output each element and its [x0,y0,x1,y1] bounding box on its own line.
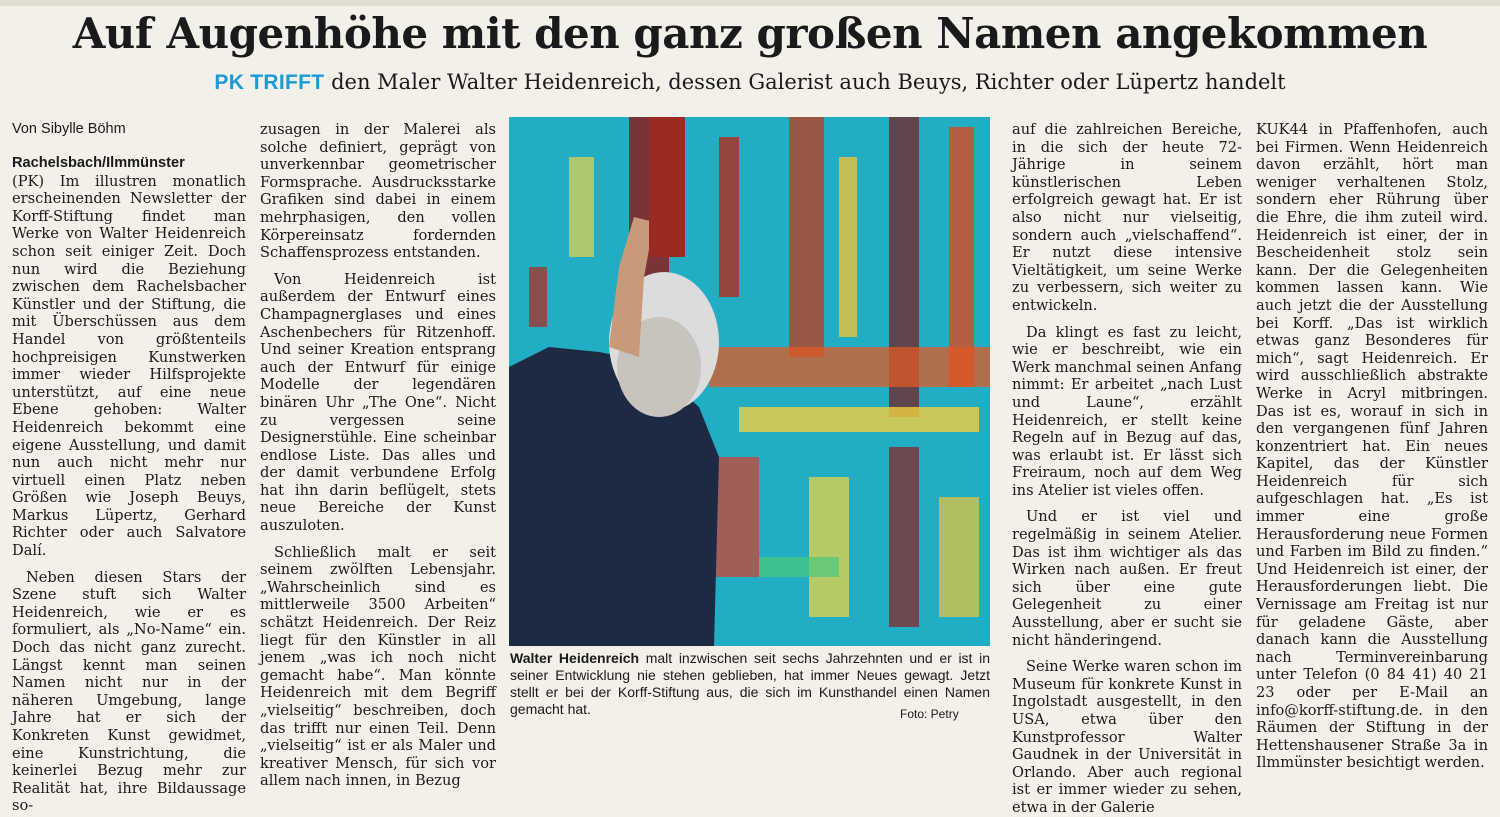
paragraph: Seine Werke waren schon im Museum für konkrete Kunst in Ingolstadt ausgestellt, in den USA, etwa über den Kunstprofessor Walter Gaudnek in der Universität in Orlando. Aber auch regional ist er immer wieder zu sehen, etwa in der Galerie [1012,658,1242,816]
photo-credit: Foto: Petry [900,707,959,721]
subheadline-text: den Maler Walter Heidenreich, dessen Galerist auch Beuys, Richter oder Lüpertz handelt [324,70,1286,94]
article-column-1 [12,155,246,815]
paragraph: KUK44 in Pfaffenhofen, auch bei Firmen. Wenn Heidenreich davon erzählt, hört man weniger verhaltenen Stolz, sondern eher Rührung über die Ehre, die ihm zuteil wird. Heidenreich ist einer, der in Bescheidenheit stolz sein kann. Der die Gelegenheiten kommen lassen kann. Wie auch jetzt die der Ausstellung bei Korff. „Das ist wirklich etwas ganz Besonderes für mich“, sagt Heidenreich. Er wird ausschließlich abstrakte Werke in Acryl mitbringen. Das ist es, worauf in sich in den vergangenen fünf Jahren konzentriert hat. Ein neues Kapitel, das der Künstler Heidenreich für sich aufgeschlagen hat. „Es ist immer eine große Herausforderung neue Formen und Farben im Bild zu finden.“ Und Heidenreich ist einer, der Herausforderungen liebt. Die Vernissage am Freitag ist nur für geladene Gäste, aber danach kann die Ausstellung nach Terminvereinbarung unter Telefon (0 84 41) 40 21 23 oder per E-Mail an info@korff-stiftung.de. in den Räumen der Stiftung in der Hettenshausener Straße 3a in Ilmmünster besichtigt werden. [1256,121,1488,772]
article-column-5 [1256,121,1488,772]
paragraph: Schließlich malt er seit seinem zwölften Lebensjahr. „Wahrscheinlich sind es mittlerweile 3500 Arbeiten“ schätzt Heidenreich. Der Reiz liegt für den Künstler in all jenem „was ich noch nicht gemacht habe“. Man könnte Heidenreich mit dem Begriff „vielseitig“ beschreiben, doch das trifft nur einen Teil. Denn „vielseitig“ ist er als Maler und kreativer Mensch, für sich vor allem nach innen, in Bezug [260,543,496,790]
caption-text: malt inzwischen seit sechs Jahrzehnten und er ist in seiner Entwicklung nie stehen geblieben, hat immer Neues gewagt. Jetzt stellt er bei der Korff-Stiftung aus, die sich im Kunsthandel einen Namen gemacht hat. [510,650,990,717]
painting-illustration [509,117,990,646]
paragraph: (PK) Im illustren monatlich erscheinenden Newsletter der Korff-Stiftung findet man Werke von Walter Heidenreich schon seit einiger Zeit. Doch nun wird die Beziehung zwischen dem Rachelsbacher Künstler und der Stiftung, die mit Überschüssen aus dem Handel von größtenteils hochpreisigen Kunstwerken immer wieder Hilfsprojekte unterstützt, auf eine neue Ebene gehoben: Walter Heidenreich bekommt eine eigene Ausstellung, und damit nun auch nicht mehr nur virtuell einen Platz neben Größen wie Joseph Beuys, Markus Lüpertz, Gerhard Richter oder auch Salvatore Dalí. [12,172,246,560]
headline: Auf Augenhöhe mit den ganz großen Namen angekommen [72,9,1428,58]
caption-name: Walter Heidenreich [510,650,640,666]
paragraph: zusagen in der Malerei als solche definiert, geprägt von unverkennbar geometrischer Formsprache. Ausdrucksstarke Grafiken sind dabei in einem mehrphasigen, den vollen Körpereinsatz fordernden Schaffensprozess entstanden. [260,121,496,262]
article-column-2 [260,121,496,790]
dateline: Rachelsbach/Ilmmünster [12,155,185,171]
byline: Von Sibylle Böhm [12,121,126,137]
paragraph: Da klingt es fast zu leicht, wie er beschreibt, wie ein Werk manchmal seinen Anfang nimmt: Er arbeitet „nach Lust und Laune“, erzählt Heidenreich, er stellt keine Regeln auf in Bezug auf das, was erlaubt ist. Er lässt sich Freiraum, noch auf dem Weg ins Atelier ist vieles offen. [1012,323,1242,499]
article-photo [509,117,990,646]
page-top-edge [0,0,1500,6]
subheadline [0,68,1500,97]
paragraph: auf die zahlreichen Bereiche, in die sich der heute 72-Jährige in seinem künstlerischen Leben erfolgreich gewagt hat. Er ist also nicht nur vielseitig, sondern auch „vielschaffend“. Er nutzt diese intensive Vieltätigkeit, um seine Werke zu verbessern, sich weiter zu entwickeln. [1012,121,1242,314]
article-column-4 [1012,121,1242,817]
paragraph: Und er ist viel und regelmäßig in seinem Atelier. Das ist ihm wichtiger als das Wirken nach außen. Er freut sich über eine gute Gelegenheit zu einer Ausstellung, aber er sucht sie nicht händeringend. [1012,508,1242,649]
kicker-label: PK TRIFFT [214,71,325,94]
paragraph: Von Heidenreich ist außerdem der Entwurf eines Champagnerglases und eines Aschenbechers für Ritzenhoff. Und seiner Kreation entsprang auch der Entwurf für einige Modelle der legendären binären Uhr „The One“. Nicht zu vergessen seine Designerstühle. Eine scheinbar endlose Liste. Das alles und der damit verbundene Erfolg hat ihn darin beflügelt, stets neue Bereiche der Kunst auszuloten. [260,270,496,535]
paragraph: Neben diesen Stars der Szene stuft sich Walter Heidenreich, wie er es formuliert, als „No-Name“ ein. Doch das nicht ganz zurecht. Längst kennt man seinen Namen nicht nur in der näheren Umgebung, lange Jahre hat er sich der Konkreten Kunst gewidmet, eine Kunstrichtung, die keinerlei Bezug mehr zur Realität hat, ihre Bildaussage so- [12,568,246,815]
